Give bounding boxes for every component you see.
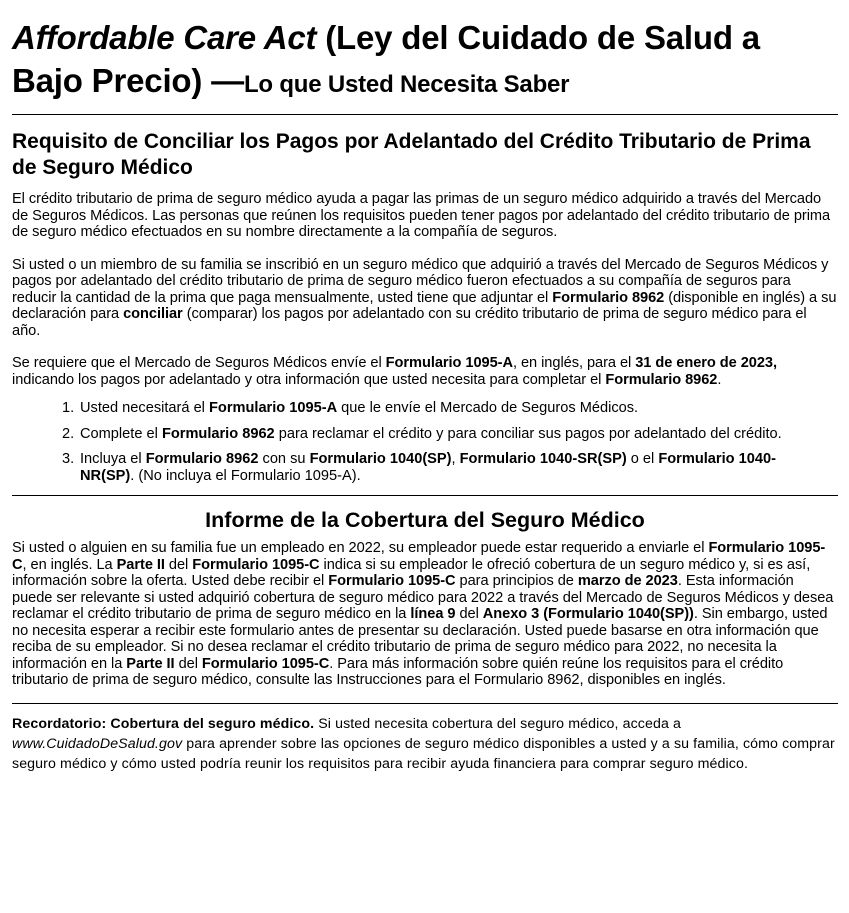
- divider: [12, 703, 838, 704]
- text-run: (disponible en inglés) a su declaración para: [12, 289, 837, 322]
- text-run: del: [174, 655, 202, 672]
- text-run: con su: [258, 451, 310, 467]
- text-run: Complete el: [80, 425, 162, 442]
- text-run: indicando los pagos por adelantado y otra información que usted necesita para completar el: [12, 371, 606, 388]
- text-run: Si usted necesita cobertura del seguro médico, acceda a: [314, 715, 681, 732]
- divider: [12, 495, 838, 496]
- text-run: o el: [626, 451, 659, 467]
- text-run: . Para más información sobre quién reúne los requisitos para el crédito tributario de prima de seguro médico, consulte las Instrucciones para el Formulario 8962, disponibles en inglés.: [12, 655, 784, 688]
- text-run: (comparar) los pagos por adelantado con su crédito tributario de prima de seguro médico para el año.: [12, 306, 807, 339]
- title-rest: (Ley del Cuidado de Salud a Bajo Precio) —: [12, 19, 760, 99]
- text-run: Si usted o alguien en su familia fue un empleado en 2022, su empleador puede estar requerido a enviarle el: [12, 540, 709, 556]
- text-run: . Sin embargo, usted no necesita esperar a recibir este formulario antes de presentar su declaración. Usted puede basarse en otra información que reciba de su empleador. Si no desea reclamar el crédito tributario de prima de seguro médico para 2022, no necesita la información en la: [12, 606, 828, 672]
- bold-term: Parte II: [116, 556, 165, 573]
- bold-term: conciliar: [123, 306, 183, 322]
- text-run: Usted necesitará el: [80, 400, 209, 416]
- list-number: 3.: [62, 451, 75, 467]
- reminder-label: Recordatorio: Cobertura del seguro médico.: [12, 715, 315, 732]
- section2-paragraph: [12, 540, 838, 689]
- text-run: .: [717, 371, 722, 388]
- bold-term: marzo de 2023: [577, 573, 678, 589]
- page-title: [12, 16, 838, 106]
- text-run: , en inglés. La: [22, 556, 117, 573]
- document-page: [12, 16, 838, 774]
- form-ref: Formulario 1040(SP): [309, 451, 452, 467]
- text-run: ,: [451, 451, 460, 467]
- form-ref: Formulario 1040-NR(SP): [80, 451, 776, 484]
- text-run: del: [455, 606, 483, 622]
- list-number: 2.: [62, 425, 75, 442]
- form-8962-ref: Formulario 8962: [552, 289, 665, 306]
- section2-heading: Informe de la Cobertura del Seguro Médico: [205, 508, 645, 532]
- text-run: para aprender sobre las opciones de seguro médico disponibles a usted y a su familia, cómo comprar seguro médico y cómo usted podría reunir los requisitos para recibir ayuda financiera para comprar seguro médico.: [12, 735, 835, 772]
- form-ref: Formulario 1095-C: [201, 655, 330, 672]
- section1-paragraph-1: El crédito tributario de prima de seguro médico ayuda a pagar las primas de un seguro médico adquirido a través del Mercado de Seguros Médicos. Las personas que reúnen los requisitos pueden tener pagos por adelantado del crédito tributario de prima de seguro médico efectuados en su nombre directamente a la compañía de seguros.: [12, 191, 831, 240]
- steps-list: [12, 400, 838, 484]
- bold-term: Parte II: [126, 655, 175, 672]
- section1-paragraph-3: [12, 355, 838, 388]
- form-1095a-ref: Formulario 1095-A: [385, 355, 513, 371]
- text-run: . (No incluya el Formulario 1095-A).: [130, 467, 361, 484]
- form-ref: Formulario 1095-C: [12, 540, 826, 573]
- text-run: Si usted o un miembro de su familia se inscribió en un seguro médico que adquirió a través del Mercado de Seguros Médicos y pagos por adelantado del crédito tributario de prima de seguro médico fueron efectuados a su compañía de seguros para reducir la cantidad de la prima que paga mensualmente, usted tiene que adjuntar el: [12, 256, 829, 306]
- form-8962-ref: Formulario 8962: [605, 371, 718, 388]
- text-run: para principios de: [455, 573, 578, 589]
- title-italic: Affordable Care Act: [12, 19, 317, 56]
- text-run: que le envíe el Mercado de Seguros Médicos.: [337, 400, 639, 416]
- form-ref: Formulario 8962: [145, 451, 259, 467]
- list-number: 1.: [62, 400, 75, 416]
- list-item: [12, 426, 838, 443]
- deadline-date: 31 de enero de 2023,: [635, 355, 778, 371]
- form-ref: Formulario 1040-SR(SP): [459, 451, 627, 467]
- form-ref: Formulario 8962: [161, 425, 275, 442]
- section1-heading: Requisito de Conciliar los Pagos por Adelantado del Crédito Tributario de Prima de Seguro Médico: [12, 130, 811, 179]
- title-subtitle: Lo que Usted Necesita Saber: [243, 71, 570, 98]
- website-link[interactable]: www.CuidadoDeSalud.gov: [12, 735, 183, 752]
- text-run: para reclamar el crédito y para conciliar sus pagos por adelantado del crédito.: [274, 425, 782, 442]
- bold-term: línea 9: [410, 606, 456, 622]
- text-run: indica si su empleador le ofreció cobertura de un seguro médico y, si es así, información sobre la oferta. Usted debe recibir el: [12, 556, 811, 589]
- form-ref: Anexo 3 (Formulario 1040(SP)): [482, 606, 694, 622]
- divider: [12, 114, 838, 115]
- list-item: [12, 451, 838, 484]
- form-ref: Formulario 1095-C: [192, 556, 320, 573]
- form-ref: Formulario 1095-C: [328, 573, 456, 589]
- list-item: [12, 400, 838, 417]
- form-ref: Formulario 1095-A: [208, 400, 338, 416]
- text-run: , en inglés, para el: [512, 355, 636, 371]
- text-run: del: [164, 556, 193, 573]
- section1-paragraph-2: [12, 257, 838, 340]
- reminder-note: [12, 714, 838, 774]
- text-run: . Esta información puede ser relevante si usted adquirió cobertura de seguro médico para 2022 a través del Mercado de Seguros Médicos y desea reclamar el crédito tributario de prima de seguro médico en la: [12, 573, 834, 622]
- text-run: Se requiere que el Mercado de Seguros Médicos envíe el: [12, 355, 386, 371]
- text-run: Incluya el: [80, 451, 146, 467]
